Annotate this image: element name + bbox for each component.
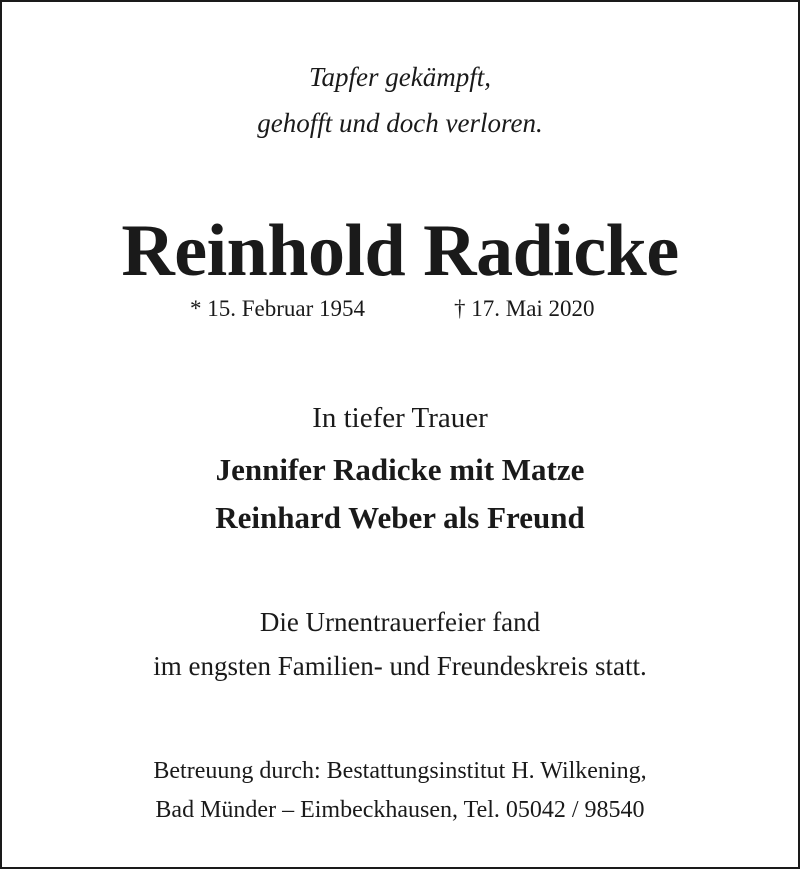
motto-line-1: Tapfer gekämpft, — [309, 62, 491, 92]
birth-date: * 15. Februar 1954 — [190, 296, 366, 321]
funeral-home-info — [2, 752, 798, 830]
mourner-name: Reinhard Weber als Freund — [215, 500, 585, 535]
funeral-home-line-2: Bad Münder – Eimbeckhausen, Tel. 05042 / 98540 — [155, 797, 645, 823]
ceremony-line-1: Die Urnentrauerfeier fand — [259, 607, 541, 637]
mourners-list — [2, 446, 798, 542]
motto-line-2: gehofft und doch verloren. — [257, 108, 543, 138]
deceased-name: Reinhold Radicke — [121, 210, 679, 292]
ceremony-note — [2, 600, 798, 688]
funeral-home-line-1: Betreuung durch: Bestattungsinstitut H. Wilkening, — [153, 758, 647, 784]
mourner-name: Jennifer Radicke mit Matze — [215, 452, 585, 487]
mourning-intro: In tiefer Trauer — [312, 402, 488, 434]
ceremony-line-2: im engsten Familien- und Freundeskreis statt. — [153, 651, 647, 681]
motto-verse — [2, 54, 798, 146]
death-date: † 17. Mai 2020 — [454, 296, 595, 321]
